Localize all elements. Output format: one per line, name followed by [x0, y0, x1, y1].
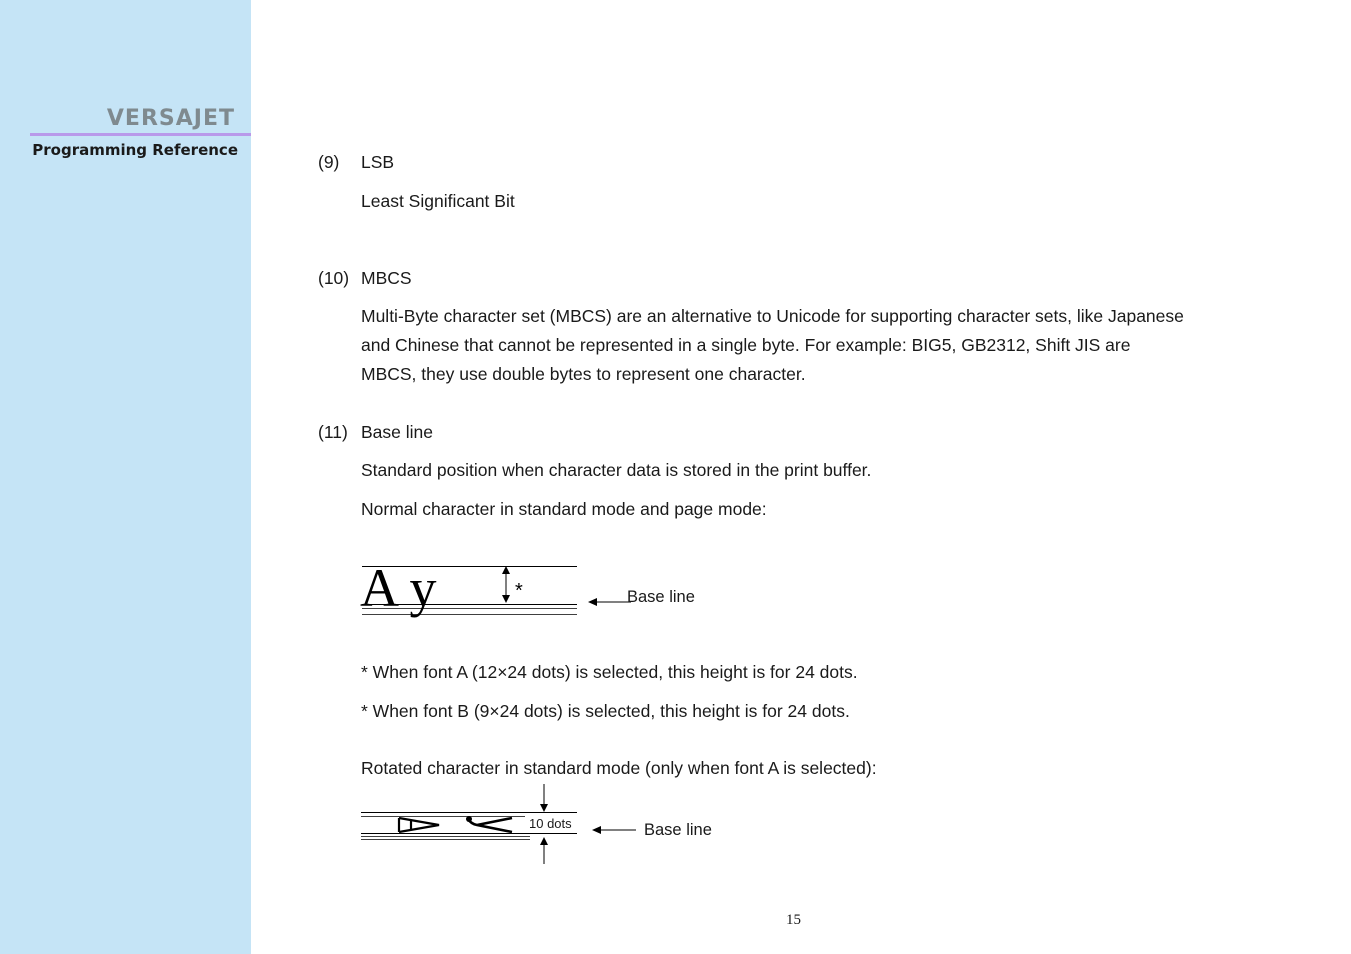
sidebar [0, 0, 251, 954]
arrow-down-icon [502, 595, 510, 603]
arrow-left-icon [588, 598, 597, 606]
item-description: MBCS, they use double bytes to represent one character. [361, 364, 806, 384]
brand-underline [30, 133, 251, 136]
brand-logo: VERSAJET [106, 106, 235, 131]
font-note: * When font B (9×24 dots) is selected, this height is for 24 dots. [361, 701, 850, 721]
arrow-left-icon [592, 826, 601, 834]
item-description: Least Significant Bit [361, 191, 515, 211]
item-term: Base line [361, 422, 433, 442]
item-term: LSB [361, 152, 395, 172]
arrow-up-icon [502, 566, 510, 574]
item-number: (11) [318, 422, 348, 442]
item-number: (9) [318, 152, 340, 172]
document-subtitle: Programming Reference [32, 141, 238, 159]
height-marker: * [515, 580, 523, 602]
baseline-figure-rotated [355, 780, 725, 870]
sample-glyphs: A y [360, 558, 437, 618]
dots-label: 10 dots [529, 816, 572, 831]
item-term: MBCS [361, 268, 412, 288]
rotated-glyphs-icon [399, 816, 512, 832]
item-description: and Chinese that cannot be represented in a single byte. For example: BIG5, GB2312, Shift JIS are [361, 335, 1131, 355]
baseline-label: Base line [644, 821, 712, 839]
item-description: Multi-Byte character set (MBCS) are an alternative to Unicode for supporting character sets, like Japanese [361, 306, 1184, 326]
arrow-up-icon [540, 837, 548, 845]
page-number: 15 [786, 912, 801, 928]
item-number: (10) [318, 268, 350, 288]
item-description: Normal character in standard mode and page mode: [361, 499, 767, 519]
baseline-label: Base line [627, 588, 695, 606]
baseline-figure-normal [355, 560, 715, 624]
arrow-down-icon [540, 804, 548, 812]
item-description: Standard position when character data is stored in the print buffer. [361, 460, 872, 480]
rotated-heading: Rotated character in standard mode (only when font A is selected): [361, 758, 877, 778]
font-note: * When font A (12×24 dots) is selected, this height is for 24 dots. [361, 662, 858, 682]
